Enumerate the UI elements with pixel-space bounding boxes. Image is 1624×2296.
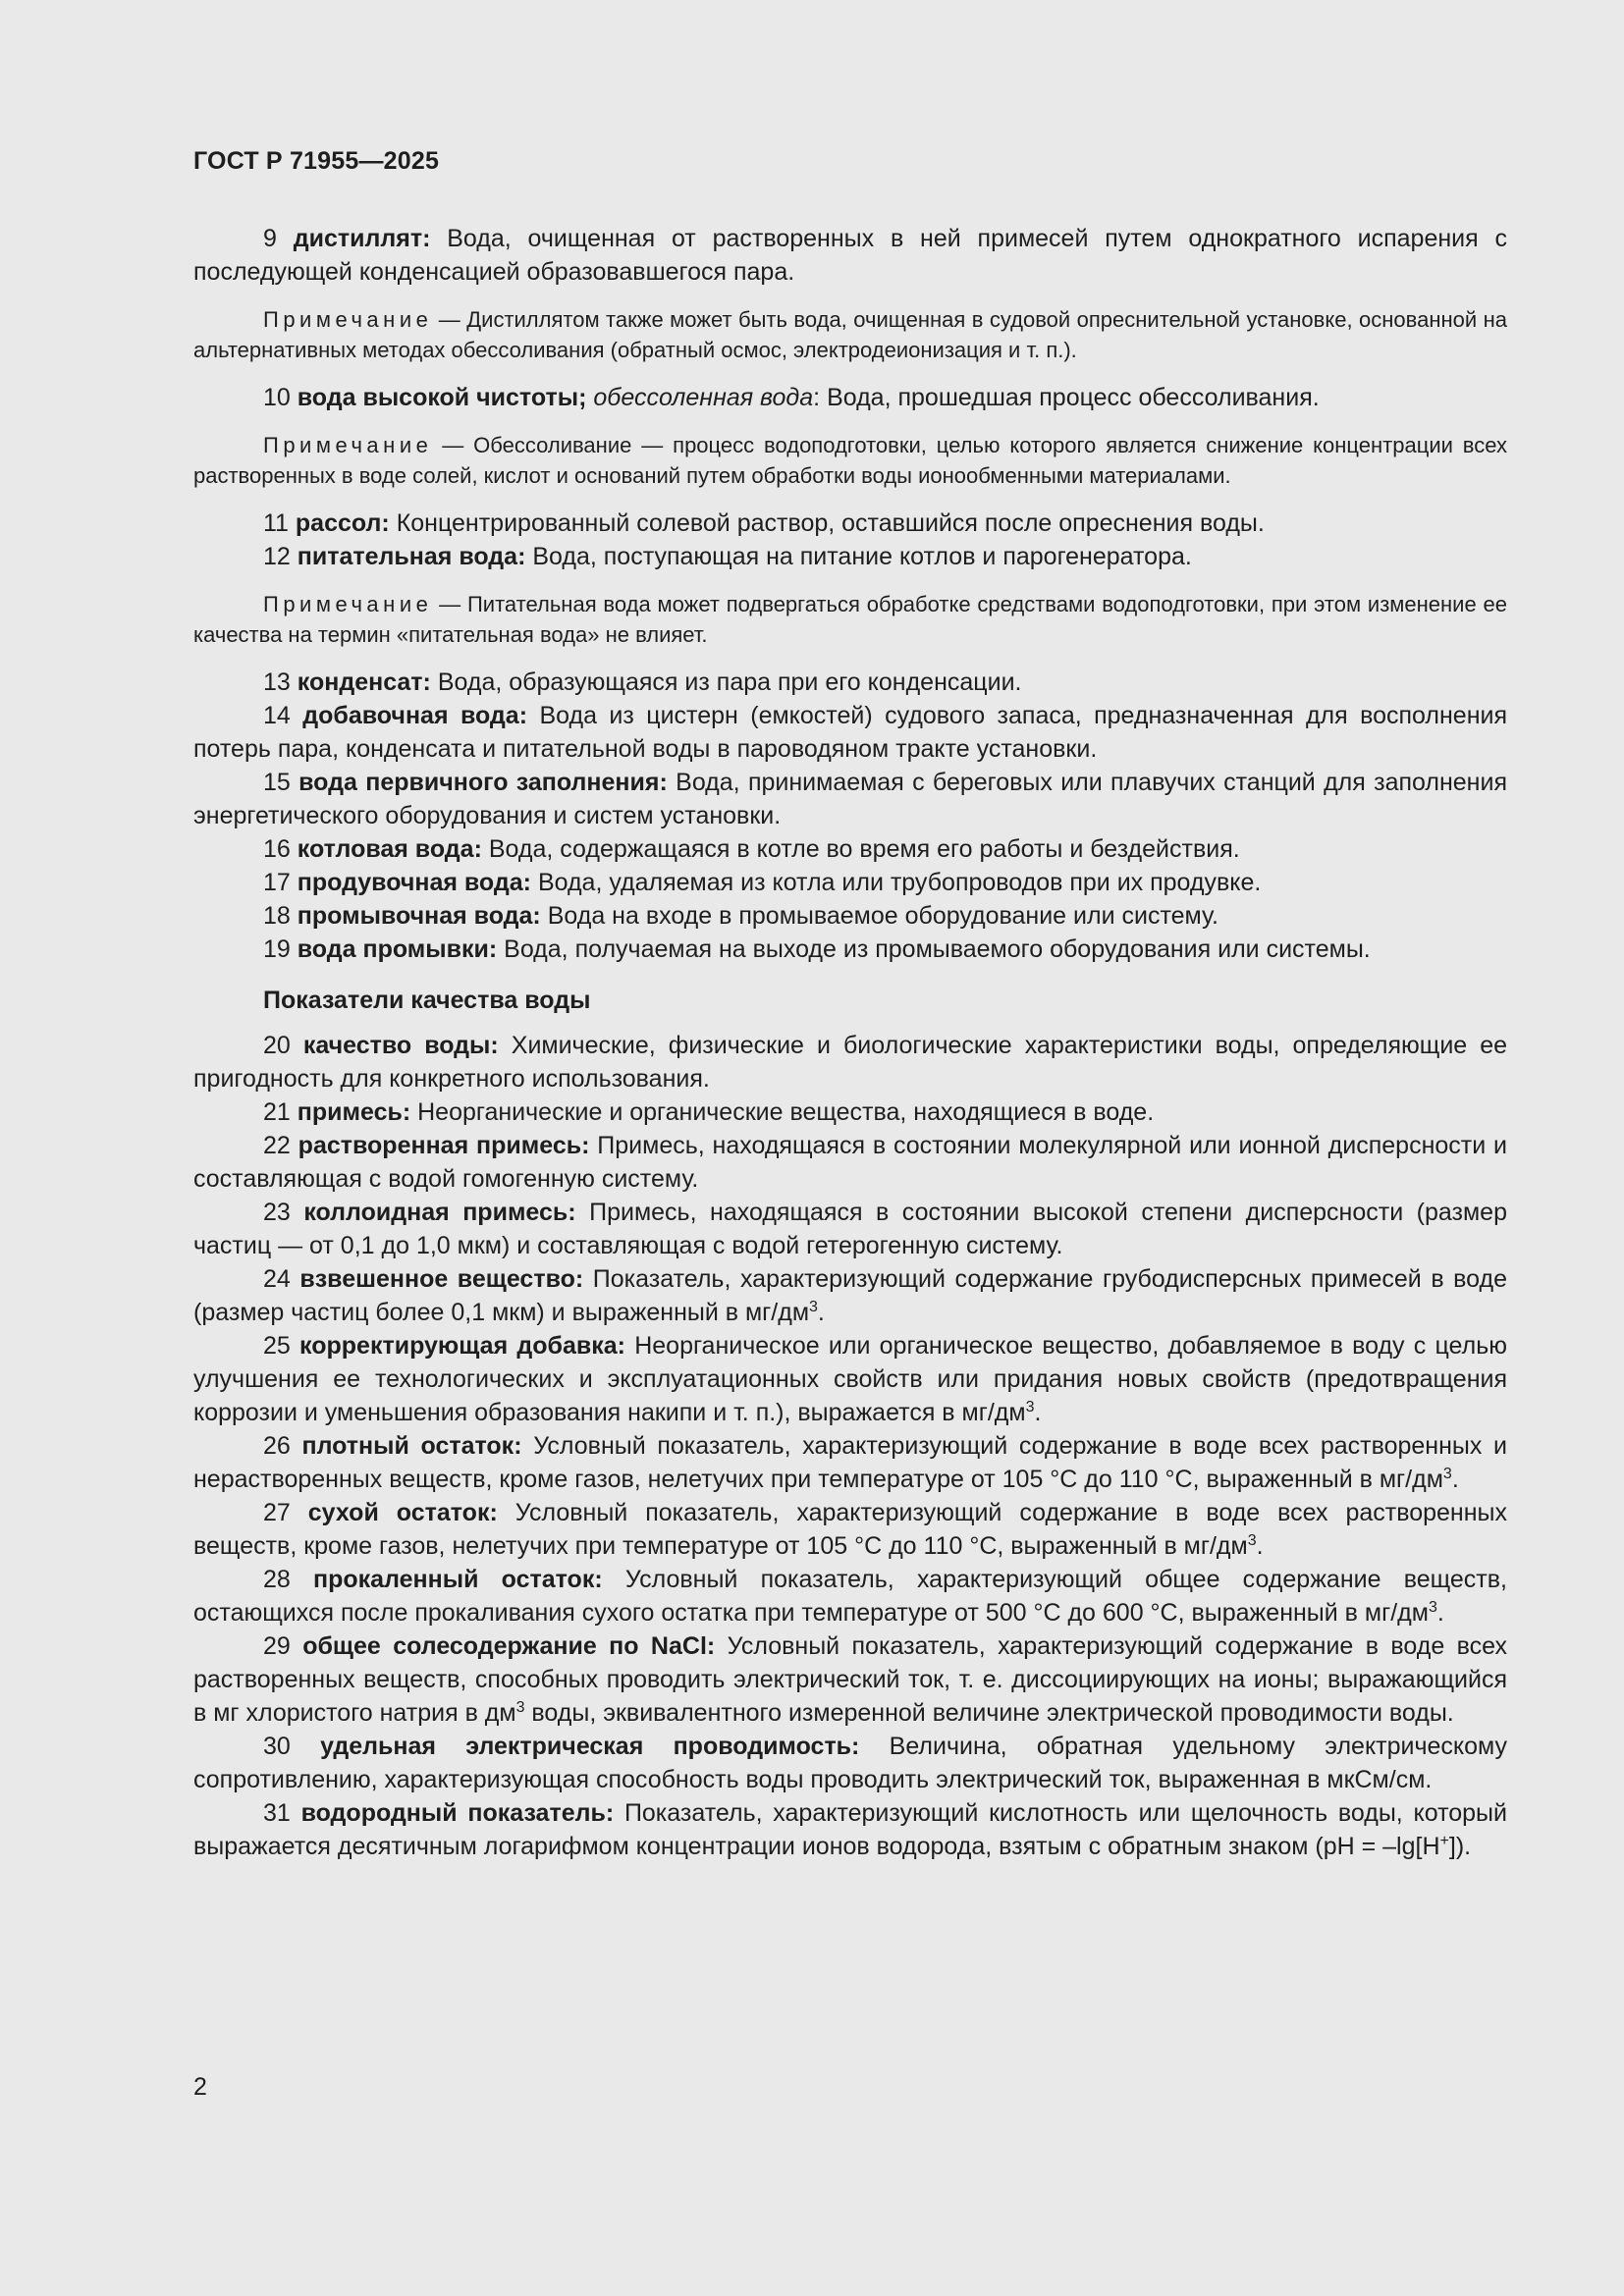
term-entry-17: 17 продувочная вода: Вода, удаляемая из котла или трубопроводов при их продувке.	[263, 869, 1262, 896]
term-entry-13: 13 конденсат: Вода, образующаяся из пара при его конденсации.	[263, 668, 1022, 696]
note-9: Примечание — Дистиллятом также может быть вода, очищенная в судовой опреснительной установке, основанной на альтернативных методах обессоливания (обратный осмос, электродеионизация и т. п.).	[193, 307, 1507, 362]
term-entry-15: 15 вода первичного заполнения: Вода, принимаемая с береговых или плавучих станций для заполнения энергетического оборудования и систем установки.	[193, 769, 1507, 829]
term-entry-31: 31 водородный показатель: Показатель, характеризующий кислотность или щелочность воды, который выражается десятичным логарифмом концентрации ионов водорода, взятым с обратным знаком (pH = –lg[H+]).	[193, 1799, 1507, 1860]
document-code-header: ГОСТ Р 71955—2025	[193, 147, 440, 175]
term-entry-25: 25 корректирующая добавка: Неорганическое или органическое вещество, добавляемое в воду с целью улучшения ее технологических и эксплуатационных свойств или придания новых свойств (предотвращения коррозии и уменьшения образования накипи и т. п.), выражается в $мг/дм^3$.	[193, 1332, 1507, 1426]
section-title: Показатели качества воды	[263, 987, 591, 1014]
term-entry-21: 21 примесь: Неорганические и органические вещества, находящиеся в воде.	[263, 1098, 1155, 1126]
term-entry-30: 30 удельная электрическая проводимость: Величина, обратная удельному электрическому сопротивлению, характеризующая способность воды проводить электрический ток, выраженная в мкСм/см.	[193, 1733, 1508, 1793]
term-entry-9: 9 дистиллят: Вода, очищенная от растворенных в ней примесей путем однократного испарения с последующей конденсацией образовавшегося пара.	[193, 225, 1507, 286]
term-entry-22: 22 растворенная примесь: Примесь, находящаяся в состоянии молекулярной или ионной дисперсности и составляющая с водой гомогенную систему.	[193, 1132, 1508, 1193]
term-entry-10: 10 вода высокой чистоты; обессоленная вода: Вода, прошедшая процесс обессоливания.	[263, 384, 1320, 411]
term-entry-16: 16 котловая вода: Вода, содержащаяся в котле во время его работы и бездействия.	[263, 835, 1240, 863]
term-entry-19: 19 вода промывки: Вода, получаемая на выходе из промываемого оборудования или системы.	[263, 935, 1371, 963]
document-body	[193, 222, 1507, 1863]
note-12: Примечание — Питательная вода может подвергаться обработке средствами водоподготовки, при этом изменение ее качества на термин «питательная вода» не влияет.	[193, 592, 1507, 647]
term-entry-23: 23 коллоидная примесь: Примесь, находящаяся в состоянии высокой степени дисперсности (размер частиц — от 0,1 до 1,0 мкм) и составляющая с водой гетерогенную систему.	[193, 1199, 1507, 1259]
page-number: 2	[193, 2073, 207, 2101]
term-entry-18: 18 промывочная вода: Вода на входе в промываемое оборудование или систему.	[263, 902, 1218, 930]
term-entry-20: 20 качество воды: Химические, физические и биологические характеристики воды, определяющие ее пригодность для конкретного использования.	[193, 1032, 1508, 1093]
term-entry-28: 28 прокаленный остаток: Условный показатель, характеризующий общее содержание веществ, остающихся после прокаливания сухого остатка при температуре от 500 °С до 600 °С, выраженный в $мг/дм^3$.	[193, 1566, 1507, 1627]
term-entry-11: 11 рассол: Концентрированный солевой раствор, оставшийся после опреснения воды.	[263, 509, 1265, 537]
term-entry-24: 24 взвешенное вещество: Показатель, характеризующий содержание грубодисперсных примесей в воде (размер частиц более 0,1 мкм) и выраженный в $мг/дм^3$.	[193, 1265, 1508, 1326]
term-entry-27: 27 сухой остаток: Условный показатель, характеризующий содержание в воде всех растворенных веществ, кроме газов, нелетучих при температуре от 105 °С до 110 °С, выраженный в $мг/дм^3$.	[193, 1499, 1508, 1560]
term-entry-26: 26 плотный остаток: Условный показатель, характеризующий содержание в воде всех растворенных и нерастворенных веществ, кроме газов, нелетучих при температуре от 105 °С до 110 °С, выраженный в $мг/дм^3$.	[193, 1432, 1508, 1493]
term-entry-29: 29 общее солесодержание по NaCl: Условный показатель, характеризующий содержание в воде всех растворенных веществ, способных проводить электрический ток, т. е. диссоциирующих на ионы; выражающийся в мг хлористого натрия в $дм^3$ воды, эквивалентного измеренной величине электрической проводимости воды.	[193, 1632, 1508, 1727]
term-entry-12: 12 питательная вода: Вода, поступающая на питание котлов и парогенератора.	[263, 543, 1192, 570]
note-10: Примечание — Обессоливание — процесс водоподготовки, целью которого является снижение концентрации всех растворенных в воде солей, кислот и оснований путем обработки воды ионообменными материалами.	[193, 433, 1507, 488]
term-entry-14: 14 добавочная вода: Вода из цистерн (емкостей) судового запаса, предназначенная для восполнения потерь пара, конденсата и питательной воды в пароводяном тракте установки.	[193, 702, 1507, 763]
